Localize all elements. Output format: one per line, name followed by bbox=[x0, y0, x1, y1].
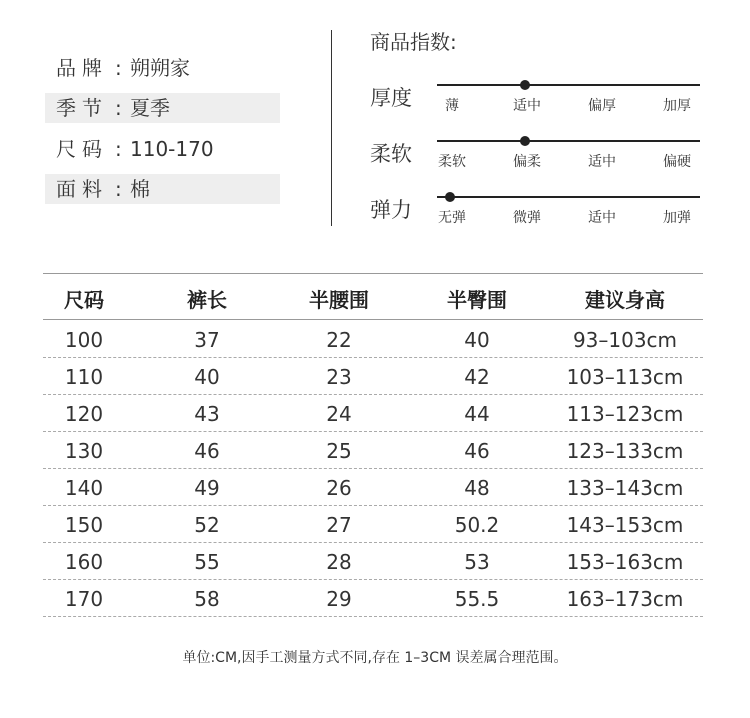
header-half-waist: 半腰围 bbox=[309, 288, 369, 312]
table-cell: 22 bbox=[326, 328, 352, 352]
attribute-separator: : bbox=[115, 56, 122, 80]
table-row bbox=[43, 580, 703, 617]
attribute-key: 面料 bbox=[56, 177, 108, 201]
scale-label: 偏柔 bbox=[513, 154, 541, 170]
table-cell: 37 bbox=[194, 328, 220, 352]
attribute-key: 尺码 bbox=[56, 137, 108, 161]
table-cell: 40 bbox=[194, 365, 220, 389]
table-top-border bbox=[43, 273, 703, 274]
scale-label: 偏硬 bbox=[663, 154, 691, 170]
table-row bbox=[43, 395, 703, 432]
table-cell: 50.2 bbox=[454, 513, 500, 537]
table-cell: 143–153cm bbox=[566, 513, 684, 537]
table-cell: 110 bbox=[64, 365, 104, 389]
header-half-hip: 半臀围 bbox=[447, 288, 507, 312]
attribute-value: 夏季 bbox=[130, 96, 170, 120]
attribute-key: 品牌 bbox=[56, 56, 108, 80]
attribute-separator: : bbox=[115, 137, 122, 161]
table-cell: 120 bbox=[64, 402, 104, 426]
table-cell: 140 bbox=[64, 476, 104, 500]
table-cell: 48 bbox=[464, 476, 490, 500]
table-cell: 25 bbox=[326, 439, 352, 463]
table-cell: 49 bbox=[194, 476, 220, 500]
table-cell: 42 bbox=[464, 365, 490, 389]
scale-indicator-dot bbox=[520, 136, 530, 146]
scale-name: 弹力 bbox=[370, 198, 412, 222]
table-cell: 46 bbox=[194, 439, 220, 463]
table-row bbox=[43, 432, 703, 469]
table-cell: 150 bbox=[64, 513, 104, 537]
attribute-row-size bbox=[45, 134, 280, 164]
table-cell: 43 bbox=[194, 402, 220, 426]
row-divider bbox=[43, 616, 703, 617]
table-cell: 163–173cm bbox=[566, 587, 684, 611]
table-cell: 170 bbox=[64, 587, 104, 611]
product-index-title: 商品指数: bbox=[370, 30, 457, 54]
table-row bbox=[43, 543, 703, 580]
table-cell: 44 bbox=[464, 402, 490, 426]
scale-label: 无弹 bbox=[438, 210, 466, 226]
table-row bbox=[43, 506, 703, 543]
scale-label: 偏厚 bbox=[588, 98, 616, 114]
table-cell: 28 bbox=[326, 550, 352, 574]
attribute-value: 110-170 bbox=[130, 137, 214, 161]
table-header-border bbox=[43, 319, 703, 320]
table-cell: 123–133cm bbox=[566, 439, 684, 463]
scale-label: 薄 bbox=[445, 98, 459, 114]
scale-label: 适中 bbox=[588, 210, 616, 226]
attribute-separator: : bbox=[115, 96, 122, 120]
table-cell: 130 bbox=[64, 439, 104, 463]
header-pants-length: 裤长 bbox=[187, 288, 227, 312]
table-row bbox=[43, 358, 703, 395]
table-cell: 29 bbox=[326, 587, 352, 611]
table-cell: 52 bbox=[194, 513, 220, 537]
scale-label: 微弹 bbox=[513, 210, 541, 226]
table-cell: 26 bbox=[326, 476, 352, 500]
table-cell: 55.5 bbox=[454, 587, 500, 611]
table-cell: 58 bbox=[194, 587, 220, 611]
scale-name: 柔软 bbox=[370, 142, 412, 166]
table-row bbox=[43, 321, 703, 358]
table-cell: 53 bbox=[464, 550, 490, 574]
scale-name: 厚度 bbox=[370, 86, 412, 110]
scale-label: 适中 bbox=[588, 154, 616, 170]
table-cell: 55 bbox=[194, 550, 220, 574]
header-suggested-height: 建议身高 bbox=[585, 288, 665, 312]
table-cell: 113–123cm bbox=[566, 402, 684, 426]
attribute-row-brand bbox=[45, 53, 280, 83]
table-cell: 133–143cm bbox=[566, 476, 684, 500]
scale-indicator-dot bbox=[520, 80, 530, 90]
scale-track bbox=[437, 196, 700, 198]
table-cell: 46 bbox=[464, 439, 490, 463]
table-cell: 103–113cm bbox=[566, 365, 684, 389]
table-cell: 23 bbox=[326, 365, 352, 389]
scale-label: 适中 bbox=[513, 98, 541, 114]
table-cell: 40 bbox=[464, 328, 490, 352]
scale-track bbox=[437, 84, 700, 86]
table-cell: 27 bbox=[326, 513, 352, 537]
scale-label: 柔软 bbox=[438, 154, 466, 170]
table-cell: 153–163cm bbox=[566, 550, 684, 574]
table-cell: 160 bbox=[64, 550, 104, 574]
header-size: 尺码 bbox=[64, 288, 104, 312]
attribute-value: 朔朔家 bbox=[130, 56, 190, 80]
scale-label: 加厚 bbox=[663, 98, 691, 114]
attribute-row-fabric bbox=[45, 174, 280, 204]
table-cell: 24 bbox=[326, 402, 352, 426]
section-divider bbox=[331, 30, 332, 226]
footnote: 单位:CM,因手工测量方式不同,存在 1–3CM 误差属合理范围。 bbox=[182, 650, 568, 666]
attribute-value: 棉 bbox=[130, 177, 150, 201]
scale-track bbox=[437, 140, 700, 142]
scale-indicator-dot bbox=[445, 192, 455, 202]
table-cell: 93–103cm bbox=[572, 328, 678, 352]
attribute-row-season bbox=[45, 93, 280, 123]
attribute-separator: : bbox=[115, 177, 122, 201]
table-cell: 100 bbox=[64, 328, 104, 352]
scale-label: 加弹 bbox=[663, 210, 691, 226]
table-row bbox=[43, 469, 703, 506]
attribute-key: 季节 bbox=[56, 96, 108, 120]
